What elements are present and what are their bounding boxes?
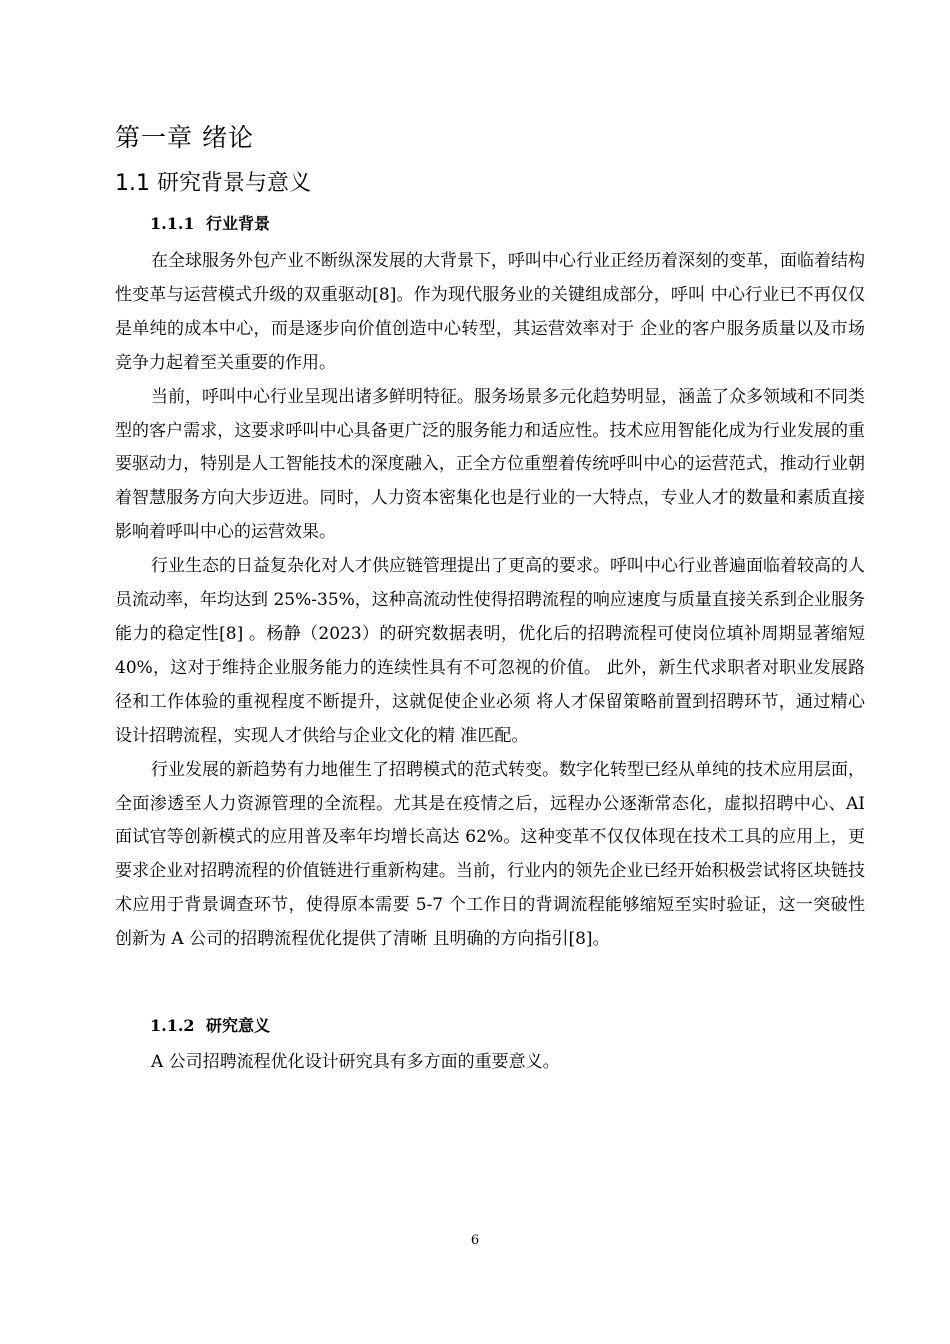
subsection-title: 行业背景 xyxy=(206,214,271,233)
page-number: 6 xyxy=(470,1233,480,1248)
research-significance-body xyxy=(115,1046,865,1080)
subsection-heading-industry-background xyxy=(150,211,270,237)
paragraph: 行业发展的新趋势有力地催生了招聘模式的范式转变。数字化转型已经从单纯的技术应用层面，全面渗透至人力资源管理的全流程。尤其是在疫情之后，远程办公逐渐常态化，虚拟招聘中心、AI 面试官等创新模式的应用普及率年均增长高达 62%。这种变革不仅仅体现在技术工具的应用上，更要求企业对招聘流程的价值链进行重新构建。当前，行业内的领先企业已经开始积极尝试将区块链技术应用于背景调查环节，使得原本需要 5-7 个工作日的背调流程能够缩短至实时验证，这一突破性创新为 A 公司的招聘流程优化提供了清晰 且明确的方向指引[8]。 xyxy=(115,759,865,950)
subsection-title: 研究意义 xyxy=(206,1016,271,1035)
chapter-title: 第一章 绪论 xyxy=(115,123,254,152)
industry-background-body xyxy=(115,245,865,957)
paragraph: 当前，呼叫中心行业呈现出诸多鲜明特征。服务场景多元化趋势明显，涵盖了众多领域和不同类型的客户需求，这要求呼叫中心具备更广泛的服务能力和适应性。技术应用智能化成为行业发展的重要驱动力，特别是人工智能技术的深度融入，正全方位重塑着传统呼叫中心的运营范式，推动行业朝着智慧服务方向大步迈进。同时，人力资本密集化也是行业的一大特点，专业人才的数量和素质直接影响着呼叫中心的运营效果。 xyxy=(115,386,865,543)
subsection-heading-research-significance xyxy=(150,1013,270,1039)
paragraph: 在全球服务外包产业不断纵深发展的大背景下，呼叫中心行业正经历着深刻的变革，面临着结构性变革与运营模式升级的双重驱动[8]。作为现代服务业的关键组成部分，呼叫 中心行业已不再仅仅是单纯的成本中心，而是逐步向价值创造中心转型，其运营效率对于 企业的客户服务质量以及市场竞争力起着至关重要的作用。 xyxy=(115,251,865,373)
section-title: 1.1 研究背景与意义 xyxy=(115,171,311,196)
paragraph: A 公司招聘流程优化设计研究具有多方面的重要意义。 xyxy=(151,1052,560,1072)
subsection-number: 1.1.1 xyxy=(150,214,195,233)
paragraph: 行业生态的日益复杂化对人才供应链管理提出了更高的要求。呼叫中心行业普遍面临着较高的人员流动率，年均达到 25%-35%，这种高流动性使得招聘流程的响应速度与质量直接关系到企业服务能力的稳定性[8] 。杨静（2023）的研究数据表明，优化后的招聘流程可使岗位填补周期显著缩短 40%，这对于维持企业服务能力的连续性具有不可忽视的价值。 此外，新生代求职者对职业发展路径和工作体验的重视程度不断提升，这就促使企业必须 将人才保留策略前置到招聘环节，通过精心设计招聘流程，实现人才供给与企业文化的精 准匹配。 xyxy=(115,556,865,746)
subsection-number: 1.1.2 xyxy=(150,1016,195,1035)
